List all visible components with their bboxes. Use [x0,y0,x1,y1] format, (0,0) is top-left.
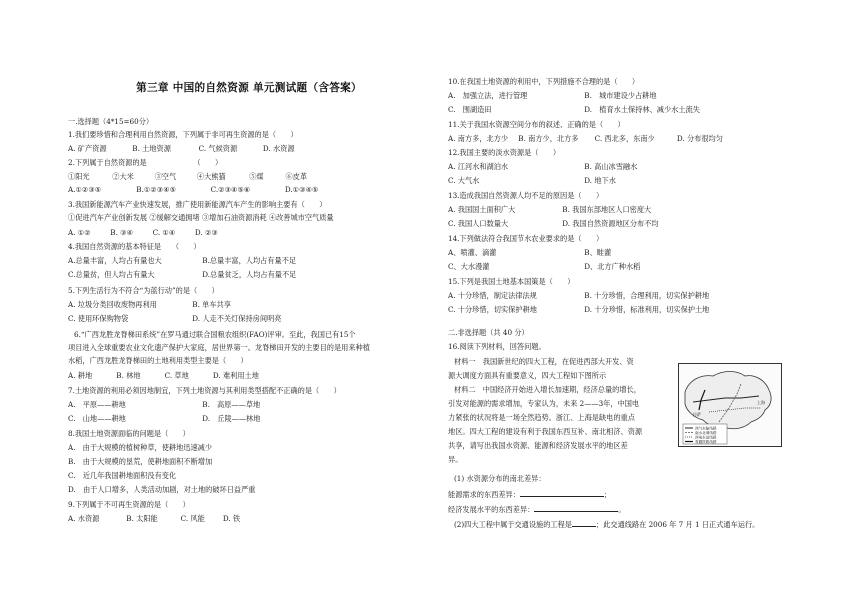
question-9: 9.下列属于不可再生资源的是（ ） [68,500,190,509]
option: B. 林地 [116,371,141,380]
option: B. ③④ [110,228,134,237]
sub-question-1b: 经济发展水平的东西差异： 。 [448,505,626,514]
option: A. 加强立法，进行管理 [448,91,528,100]
page-title: 第三章 中国的自然资源 单元测试题（含答案） [136,82,362,94]
option: D. 铁 [222,514,241,523]
option: A.①②③⑤ [68,185,102,194]
option: B. 土地资源 [132,144,171,153]
section-heading: 一.选择题（4*15=60分） [68,117,154,126]
question-14-options [448,248,611,257]
answer-blank[interactable] [534,504,618,512]
four-projects-map [678,363,782,447]
question-15-options [448,291,709,300]
question-15: 15.下列是我国土地基本国策是（ ） [448,277,575,286]
material-1: 材料一 我国新世纪的四大工程，在促进西部大开发、资 [454,357,634,366]
option: C. 使用环保购物袋 [68,314,129,323]
option: B. 太阳能 [126,514,158,523]
question-11-options [448,134,723,143]
option: A. 我国国土面积广大 [448,205,516,214]
option: A. 由于大规模的植树种草，使耕地迅速减少 [68,443,213,452]
question-text: (2)四大工程中属于交通设施的工程是 [454,520,572,529]
option: D、北方广种水稻 [584,262,641,271]
material-2: 异。 [448,455,463,464]
place-label: 拉萨 [693,412,701,417]
material-2: 材料二 中国经济开始进入增长加速期，经济总量的增长， [454,385,641,394]
question-12-options [448,162,637,171]
item: ③空气 [154,172,177,181]
question-15-options [448,305,709,314]
question-14-options [448,262,640,271]
option: C.总量贫，但人均占有量大 [68,270,155,279]
china-map-svg [679,364,781,446]
place-label: 上海 [757,400,765,405]
option: C. 围湖造田 [448,105,492,114]
question-12-options [448,176,616,185]
question-text: ；此交通线路在 2006 年 7 月 1 日正式通车运行。 [596,520,760,529]
option: A. 十分珍惜，制定法律法规 [448,291,537,300]
option: D. 我国自然资源地区分布不均 [562,219,659,228]
question-2: 2.下列属于自然资源的是 （ ） [68,158,223,167]
option: D. 人走不关灯保持房间明亮 [192,314,282,323]
question-5-options [68,314,281,323]
option: C. 西北多，东南少 [594,134,655,143]
question-8: 8.我国土地资源面临的问题是（ ） [68,429,190,438]
option: D. 地下水 [584,176,616,185]
material-2: 共享，请写出我国水资源、能源和经济发展水平的地区差 [448,441,628,450]
question-5: 5.下列生活行为不符合“为蓝行动”的是（ ） [68,286,219,295]
sub-question-1: (1) 水资源分布的南北差异： [454,474,546,483]
question-7-options [68,400,260,409]
section-heading: 二.非选择题（共 40 分） [448,328,529,337]
option: A、喷灌、滴灌 [448,248,497,257]
option: B. 城市建设少占耕地 [584,91,657,100]
answer-label: 经济发展水平的东西差异： [448,505,535,514]
option: A. ①② [68,228,91,237]
option: D.①③④⑤ [284,185,319,194]
option: C. ①④ [152,228,176,237]
option: C. 草地 [164,371,189,380]
material-2: 引发对能源的需求增加，专家认为，未来 2——3年，中国电 [448,399,640,408]
option: A. 南方多，北方少 [448,134,509,143]
option: D. 分布很均匀 [676,134,723,143]
material-1: 源大调度方面具有重要意义，四大工程如下图所示 [448,371,607,380]
question-4-options [68,256,296,265]
question-9-options [68,514,240,523]
option: A. 平原——耕地 [68,400,126,409]
question-6-options [68,371,259,380]
option: C、大水漫灌 [448,262,490,271]
sub-question-1a: 能源需求的东西差异： ； [448,490,612,499]
question-13: 13.造成我国自然资源人均不足的原因是（ ） [448,191,604,200]
question-7: 7.土地资源的利用必须因地制宜，下列土地资源与其利用类型搭配不正确的是（ ） [68,386,341,395]
option: D. ②③ [194,228,218,237]
answer-label: 能源需求的东西差异： [448,490,520,499]
option: A. 耕地 [68,371,93,380]
option: A. 江河水和湖泊水 [448,162,509,171]
option: A. 矿产资源 [68,144,107,153]
question-2-items [68,172,307,181]
sub-question-2 [454,519,759,529]
item: ①阳光 [68,172,90,181]
option: B.①②③④⑤ [136,185,177,194]
question-3-items: ①促进汽车产业创新发展 ②缓解交通拥堵 ③增加石油资源消耗 ④改善城市空气质量 [68,213,334,222]
option: C. 近几年我国耕地面积没有变化 [68,471,177,480]
question-16: 16.阅读下列材料，回答问题。 [448,342,546,351]
option: C. 大气水 [448,176,480,185]
question-14: 14.下列做法符合我国节水农业要求的是（ ） [448,234,604,243]
option: B.总量丰富，人均占有量不足 [202,256,297,265]
question-13-options [448,219,659,228]
question-12: 12.我国主要的淡水资源是（ ） [448,148,561,157]
option: B、畦灌 [584,248,612,257]
option: A.总量丰富，人均占有量也大 [68,256,162,265]
option: C.②③④⑤⑥ [210,185,251,194]
option: D. 十分珍惜，标准利用，切实保护土地 [584,305,710,314]
item: ⑤煤 [249,172,264,181]
material-2: 力紧张的状况将是一场全然趋势。浙江、上海是缺电的重点 [448,413,635,422]
option: B. 高山冰雪融水 [584,162,638,171]
question-1-options [68,144,295,153]
option: A. 水资源 [68,514,100,523]
question-11: 11.关于我国水资源空间分布的叙述、正确的是（ ） [448,120,625,129]
question-3-options [68,228,218,237]
option: B. 高原——草地 [202,400,261,409]
question-6: 水稻，广西龙胜龙脊梯田的土地利用类型主要是（ ） [68,356,248,365]
material-2: 地区。四大工程的建设有利于我国东西互补、南北相济、资源 [448,427,643,436]
question-13-options [448,205,651,214]
legend-item: 西电东送线路 [695,435,717,440]
question-1: 1.我们要珍惜和合理利用自然资源，下列属于非可再生资源的是（ ） [68,130,298,139]
question-6: 6.“广西龙胜龙脊梯田系统”在罗马通过联合国粮农组织(FAO)评审。至此，我国已有15个 [74,330,356,339]
option: D.总量贫乏，人均占有量不足 [202,270,297,279]
question-3: 3.我国新能源汽车产业快速发展，推广使用新能源汽车产生的影响主要有（ ） [68,200,327,209]
option: C. 风能 [180,514,205,523]
question-4-options [68,270,296,279]
option: B. 由于大规模的垦荒，使耕地面积不断增加 [68,457,213,466]
question-4: 4.我国自然资源的基本特征是 （ ） [68,242,201,251]
option: B. 南方少，北方多 [518,134,579,143]
option: C. 山地——耕地 [68,414,126,423]
item: ④大熊猫 [196,172,226,181]
legend-item: 西气东输线路 [695,426,717,431]
question-7-options [68,414,260,423]
option: A. 垃圾分类回收废物再利用 [68,300,157,309]
option: C. 我国人口数量大 [448,219,509,228]
question-6: 项目进入全球重要农业文化遗产保护大家庭，居世界第一。龙脊梯田开发的主要目的是用来种植 [68,343,370,352]
option: B. 单车共享 [192,300,231,309]
option: B. 十分珍惜，合理利用，切实保护耕地 [584,291,710,300]
legend-item: 南水北调线路 [695,431,717,435]
item: ②大米 [112,172,134,181]
legend-item: 青藏铁路线路 [695,440,717,444]
option: D. 难利用土地 [212,371,259,380]
option: B. 我国东部地区人口密度大 [562,205,652,214]
question-10-options [448,91,657,100]
question-5-options [68,300,231,309]
map-legend [683,424,727,444]
answer-blank[interactable] [572,519,596,527]
answer-blank[interactable] [520,489,604,497]
question-10-options [448,105,700,114]
option: D. 水资源 [262,144,295,153]
option: D. 植育水土保持林、减少水土流失 [584,105,700,114]
option: C. 气候资源 [198,144,238,153]
question-10: 10.在我国土地资源的利用中，下列措施不合理的是（ ） [448,77,640,86]
option: C. 十分珍惜，切实保护耕地 [448,305,537,314]
option: D. 丘陵——林地 [202,414,261,423]
question-2-options [68,185,318,194]
option: D. 由于人口增多，人类活动加剧，对土地的破坏日益严重 [68,485,256,494]
item: ⑥皮革 [285,172,308,181]
